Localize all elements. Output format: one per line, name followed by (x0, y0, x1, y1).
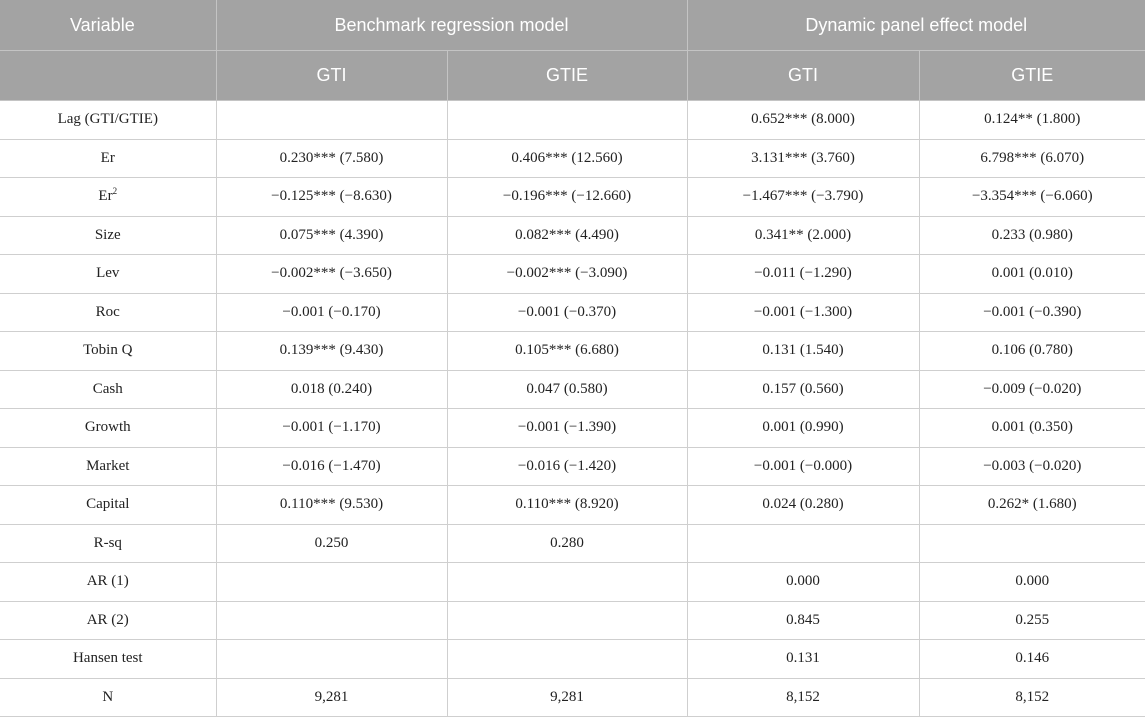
table-cell: 0.024 (0.280) (687, 486, 919, 525)
table-cell: 0.131 (687, 640, 919, 679)
table-cell: 6.798*** (6.070) (919, 139, 1145, 178)
table-row (0, 447, 1145, 486)
table-cell: 0.652*** (8.000) (687, 101, 919, 140)
row-label (0, 409, 216, 448)
table-cell: 0.075*** (4.390) (216, 216, 447, 255)
table-cell: 0.001 (0.990) (687, 409, 919, 448)
table-cell: 0.001 (0.350) (919, 409, 1145, 448)
table-row (0, 640, 1145, 679)
table-row (0, 216, 1145, 255)
table-row (0, 332, 1145, 371)
row-label (0, 370, 216, 409)
table-cell: 0.001 (0.010) (919, 255, 1145, 294)
table-cell (216, 101, 447, 140)
table-cell: 9,281 (447, 678, 687, 717)
table-cell: −0.125*** (−8.630) (216, 178, 447, 217)
table-cell: 0.341** (2.000) (687, 216, 919, 255)
table-cell: −0.001 (−1.300) (687, 293, 919, 332)
row-label (0, 486, 216, 525)
table-cell: 0.047 (0.580) (447, 370, 687, 409)
dynamic-model-header: Dynamic panel effect model (687, 0, 1145, 51)
row-label-superscript: 2 (112, 186, 118, 197)
table-cell (447, 101, 687, 140)
row-label (0, 255, 216, 294)
row-label-text: Size (94, 226, 121, 243)
row-label-text: Hansen test (72, 650, 143, 667)
table-cell: 0.000 (919, 563, 1145, 602)
table-cell: −3.354*** (−6.060) (919, 178, 1145, 217)
table-cell: 0.146 (919, 640, 1145, 679)
row-label-text: Tobin Q (83, 342, 133, 359)
table-cell: −0.003 (−0.020) (919, 447, 1145, 486)
table-cell: −0.016 (−1.470) (216, 447, 447, 486)
row-label (0, 601, 216, 640)
table-row (0, 601, 1145, 640)
row-label (0, 139, 216, 178)
table-row (0, 524, 1145, 563)
row-label (0, 524, 216, 563)
subheader-benchmark-gtie: GTIE (447, 51, 687, 101)
table-cell (216, 601, 447, 640)
table-cell: 0.124** (1.800) (919, 101, 1145, 140)
table-cell: 0.139*** (9.430) (216, 332, 447, 371)
row-label (0, 563, 216, 602)
row-label (0, 332, 216, 371)
table-row (0, 409, 1145, 448)
table-cell (216, 640, 447, 679)
row-label-text: Lag (GTI/GTIE) (57, 111, 158, 128)
row-label-text: Cash (92, 380, 123, 397)
row-label (0, 178, 216, 217)
table-cell (919, 524, 1145, 563)
row-label-text: Roc (95, 303, 120, 320)
table-cell: 0.157 (0.560) (687, 370, 919, 409)
header-row-sub (0, 51, 1145, 101)
row-label (0, 216, 216, 255)
row-label-text: Market (86, 457, 130, 474)
table-cell: −0.001 (−0.000) (687, 447, 919, 486)
row-label (0, 101, 216, 140)
table-cell: 0.018 (0.240) (216, 370, 447, 409)
table-cell: −0.001 (−0.170) (216, 293, 447, 332)
table-row (0, 563, 1145, 602)
table-row (0, 139, 1145, 178)
table-cell: −0.001 (−0.370) (447, 293, 687, 332)
table-cell (447, 640, 687, 679)
row-label-text: Lev (96, 265, 120, 282)
table-cell: −0.011 (−1.290) (687, 255, 919, 294)
table-cell: −0.016 (−1.420) (447, 447, 687, 486)
table-row (0, 486, 1145, 525)
row-label (0, 293, 216, 332)
row-label (0, 640, 216, 679)
benchmark-model-header: Benchmark regression model (216, 0, 687, 51)
table-cell: 0.131 (1.540) (687, 332, 919, 371)
table-cell: 0.105*** (6.680) (447, 332, 687, 371)
table-row (0, 101, 1145, 140)
table-cell: 9,281 (216, 678, 447, 717)
table-cell: 0.106 (0.780) (919, 332, 1145, 371)
table-cell: −0.196*** (−12.660) (447, 178, 687, 217)
table-cell: 0.250 (216, 524, 447, 563)
row-label-text: Capital (86, 496, 130, 513)
subheader-dynamic-gti: GTI (687, 51, 919, 101)
table-cell: 8,152 (687, 678, 919, 717)
row-label-text: Er (100, 149, 115, 166)
table-cell: 0.845 (687, 601, 919, 640)
row-label-text: AR (1) (86, 573, 129, 590)
table-cell: 0.110*** (8.920) (447, 486, 687, 525)
table-cell: −0.002*** (−3.090) (447, 255, 687, 294)
table-cell: 8,152 (919, 678, 1145, 717)
table-cell: 3.131*** (3.760) (687, 139, 919, 178)
table-cell (447, 563, 687, 602)
table-header (0, 0, 1145, 101)
subheader-benchmark-gti: GTI (216, 51, 447, 101)
table-cell: 0.280 (447, 524, 687, 563)
table-cell (447, 601, 687, 640)
table-cell: 0.233 (0.980) (919, 216, 1145, 255)
table-cell: −0.001 (−1.170) (216, 409, 447, 448)
table-cell: −1.467*** (−3.790) (687, 178, 919, 217)
row-label (0, 447, 216, 486)
row-label-text: Er (98, 188, 113, 205)
table-cell: 0.110*** (9.530) (216, 486, 447, 525)
table-cell: −0.009 (−0.020) (919, 370, 1145, 409)
row-label-text: AR (2) (86, 611, 129, 628)
table-cell (216, 563, 447, 602)
table-row (0, 293, 1145, 332)
table-cell: −0.002*** (−3.650) (216, 255, 447, 294)
variable-column-header: Variable (0, 0, 216, 51)
table-cell: 0.255 (919, 601, 1145, 640)
row-label-text: N (102, 688, 114, 705)
table-cell: 0.000 (687, 563, 919, 602)
table-row (0, 678, 1145, 717)
table-cell: −0.001 (−0.390) (919, 293, 1145, 332)
row-label-text: R-sq (93, 534, 122, 551)
table-body (0, 101, 1145, 717)
row-label (0, 678, 216, 717)
subheader-dynamic-gtie: GTIE (919, 51, 1145, 101)
table-cell: 0.262* (1.680) (919, 486, 1145, 525)
table-cell: 0.082*** (4.490) (447, 216, 687, 255)
table-cell (687, 524, 919, 563)
header-row-top (0, 0, 1145, 51)
table-row (0, 370, 1145, 409)
table-cell: 0.230*** (7.580) (216, 139, 447, 178)
row-label-text: Growth (84, 419, 131, 436)
table-row (0, 255, 1145, 294)
table-row (0, 178, 1145, 217)
table-cell: −0.001 (−1.390) (447, 409, 687, 448)
table-cell: 0.406*** (12.560) (447, 139, 687, 178)
empty-header-cell (0, 51, 216, 101)
